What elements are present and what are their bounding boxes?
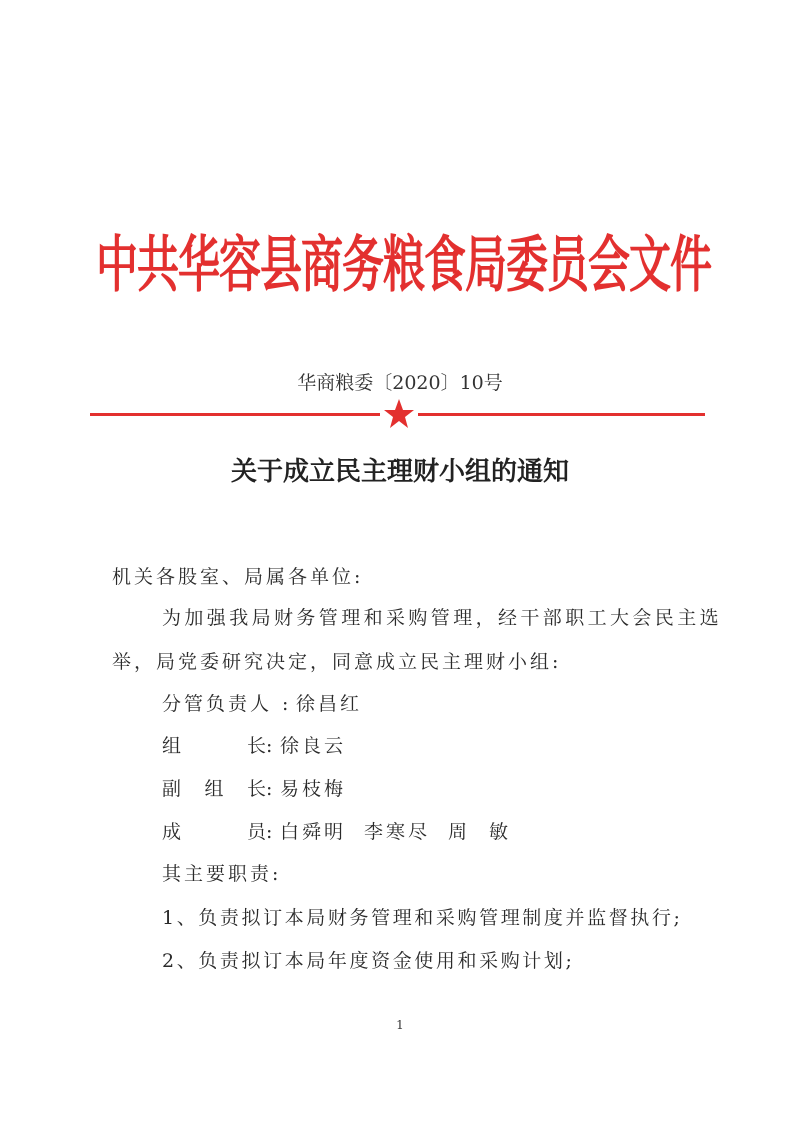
salutation: 机关各股室、局属各单位: [112, 566, 364, 588]
member-name: 李寒尽 [364, 821, 431, 843]
member-name: 周敏 [448, 821, 531, 843]
paragraph-line: 举，局党委研究决定，同意成立民主理财小组: [112, 651, 562, 673]
document-header-title: 中共华容县商务粮食局委员会文件 [96, 229, 712, 301]
paragraph-line: 为加强我局财务管理和采购管理，经干部职工大会民主选 [162, 607, 723, 629]
red-divider-left [90, 413, 380, 416]
member-row: 成员: 白舜明 李寒尽 周敏 [162, 817, 548, 847]
member-role: 成员 [162, 821, 266, 843]
member-name: 徐良云 [280, 735, 347, 757]
notice-title: 关于成立民主理财小组的通知 [230, 457, 569, 487]
member-role: 分管负责人 [162, 693, 273, 715]
member-name: 徐昌红 [296, 693, 363, 715]
member-row: 组长: 徐良云 [162, 731, 364, 761]
red-star-icon [383, 398, 415, 430]
document-number: 华商粮委〔2020〕10号 [297, 372, 503, 394]
member-row: 副组长: 易枝梅 [162, 774, 364, 804]
member-role: 副组长 [162, 778, 266, 800]
member-name: 易枝梅 [280, 778, 347, 800]
red-divider-right [418, 413, 705, 416]
duties-heading: 其主要职责: [162, 863, 282, 885]
member-role: 组长 [162, 735, 266, 757]
member-row: 分管负责人 : 徐昌红 [162, 689, 380, 719]
page-number: 1 [396, 1018, 404, 1032]
duty-item: 1、负责拟订本局财务管理和采购管理制度并监督执行; [162, 907, 683, 929]
duty-item: 2、负责拟订本局年度资金使用和采购计划; [162, 950, 575, 972]
member-name: 白舜明 [280, 821, 347, 843]
